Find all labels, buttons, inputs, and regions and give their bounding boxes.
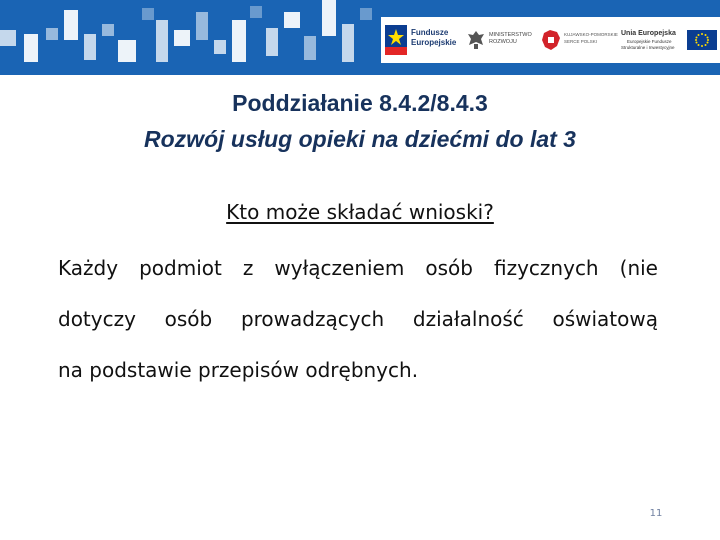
decorative-square bbox=[118, 40, 136, 62]
funds-star-icon bbox=[385, 25, 407, 55]
question-heading bbox=[0, 200, 720, 224]
decorative-square bbox=[84, 34, 96, 60]
ministry-logo-line2: ROZWOJU bbox=[489, 39, 517, 45]
decorative-square bbox=[322, 0, 336, 36]
region-map-icon bbox=[541, 29, 561, 51]
decorative-square bbox=[232, 20, 246, 62]
body-line-1: Każdy podmiot z wyłączeniem osób fizycznych (nie bbox=[58, 256, 658, 280]
region-logo bbox=[537, 17, 617, 63]
body-line-2: dotyczy osób prowadzących działalność oświatową bbox=[58, 307, 658, 331]
decorative-square bbox=[174, 30, 190, 46]
decorative-square bbox=[64, 10, 78, 40]
funds-logo-line1: Fundusze bbox=[411, 28, 449, 37]
decorative-square bbox=[360, 8, 372, 20]
eu-logo-title: Unia Europejska bbox=[621, 30, 676, 37]
question-text: Kto może składać wnioski? bbox=[226, 200, 494, 224]
decorative-square bbox=[46, 28, 58, 40]
ministry-logo bbox=[465, 17, 537, 63]
decorative-square bbox=[266, 28, 278, 56]
body-line-3: na podstawie przepisów odrębnych. bbox=[58, 358, 419, 382]
decorative-square bbox=[342, 24, 354, 62]
decorative-square bbox=[196, 12, 208, 40]
funds-logo bbox=[381, 17, 465, 63]
eu-logo-sub1: Europejskie Fundusze bbox=[627, 39, 672, 44]
decorative-square bbox=[142, 8, 154, 20]
decorative-square bbox=[24, 34, 38, 62]
decorative-square bbox=[214, 40, 226, 54]
region-logo-line1: KUJAWSKO-POMORSKIE bbox=[564, 32, 618, 37]
eu-logo-sub2: Strukturalne i Inwestycyjne bbox=[621, 45, 675, 50]
page-number: 11 bbox=[649, 508, 663, 519]
decorative-square bbox=[284, 12, 300, 28]
ministry-logo-line1: MINISTERSTWO bbox=[489, 32, 532, 38]
funds-logo-line2: Europejskie bbox=[411, 38, 457, 47]
region-logo-line2: SERCE POLSKI bbox=[564, 39, 598, 44]
slide-subtitle: Rozwój usług opieki na dziećmi do lat 3 bbox=[144, 126, 576, 152]
eu-logo bbox=[617, 17, 720, 63]
decorative-square bbox=[0, 30, 16, 46]
eu-flag-icon bbox=[687, 30, 717, 50]
eagle-icon bbox=[467, 29, 485, 51]
decorative-square bbox=[250, 6, 262, 18]
decorative-square bbox=[102, 24, 114, 36]
slide-title: Poddziałanie 8.4.2/8.4.3 bbox=[232, 90, 488, 116]
decorative-square bbox=[304, 36, 316, 60]
decorative-square bbox=[156, 20, 168, 62]
logos-strip bbox=[381, 17, 720, 63]
